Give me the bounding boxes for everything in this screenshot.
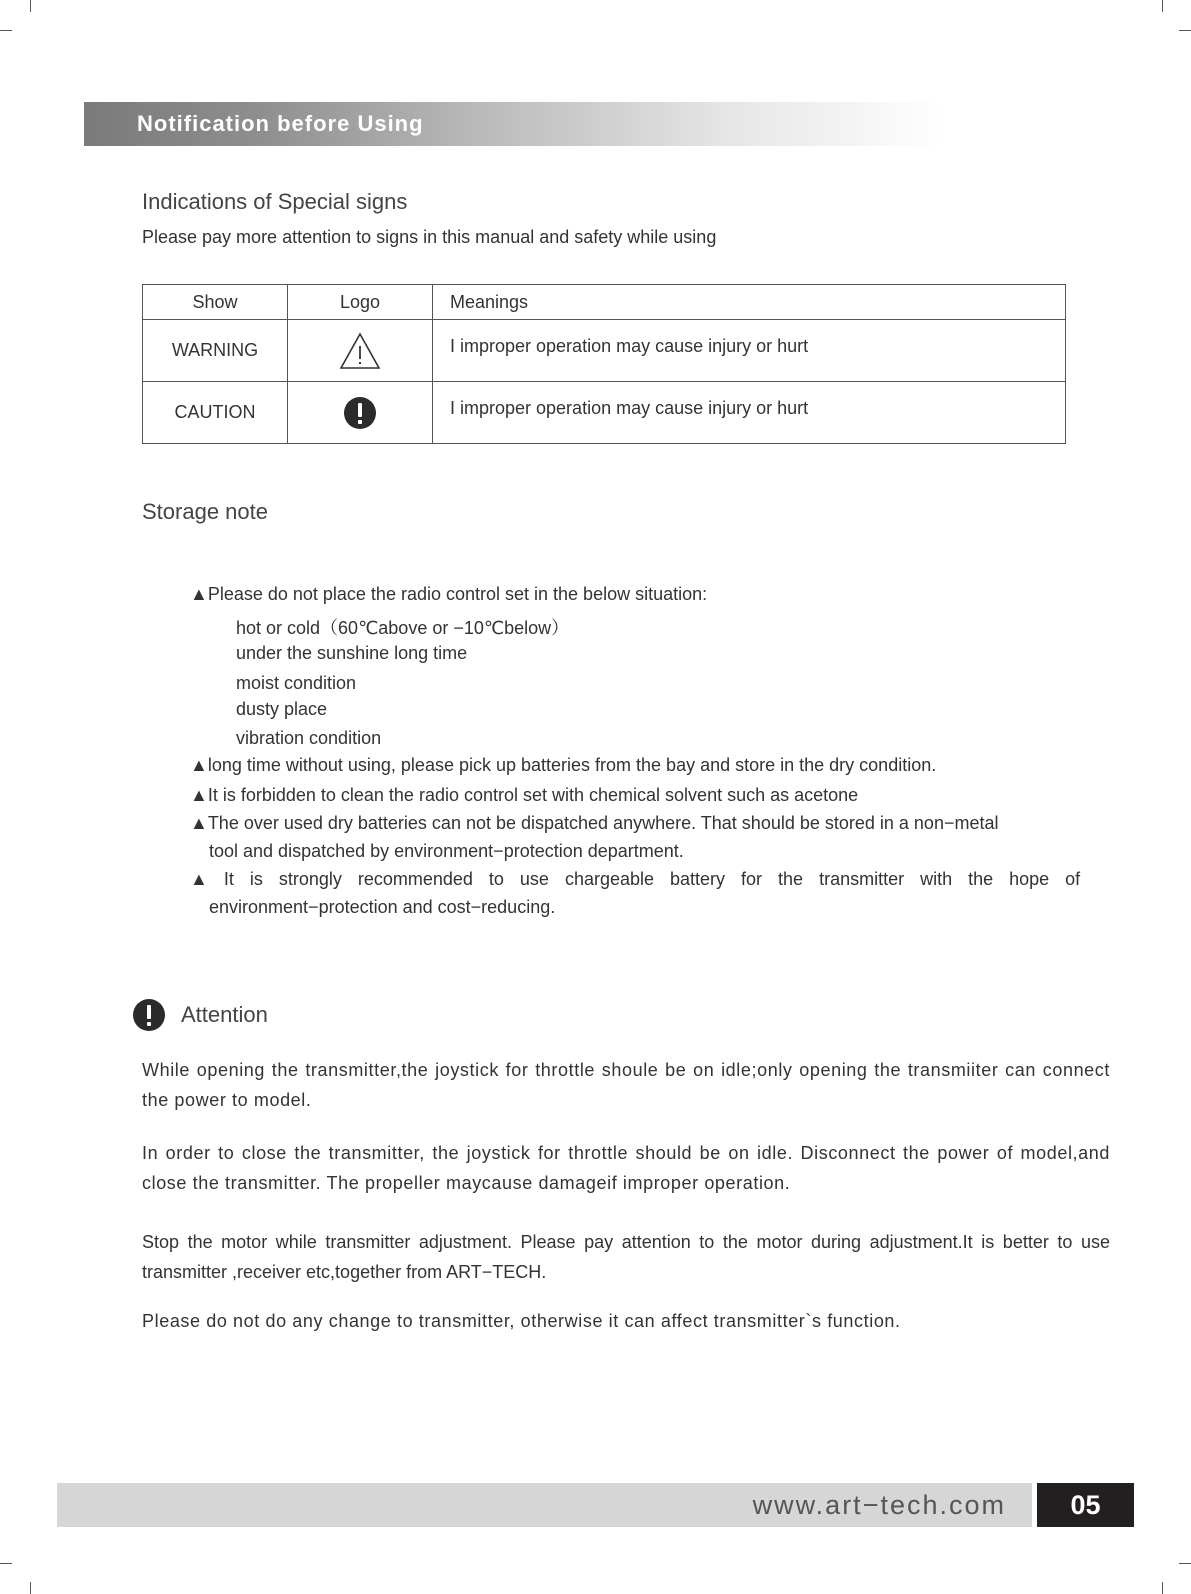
attention-paragraph: Please do not do any change to transmitter, otherwise it can affect transmitter`s function. (142, 1311, 901, 1331)
crop-mark (1162, 1582, 1163, 1594)
sign-logo-caution (288, 382, 433, 444)
special-signs-heading: Indications of Special signs (142, 189, 408, 214)
column-header-meanings: Meanings (433, 285, 1066, 320)
storage-bullet-continuation: tool and dispatched by environment−protection department. (209, 841, 684, 861)
table-header-row (143, 285, 1066, 320)
caution-exclamation-icon (343, 396, 377, 430)
special-signs-subtitle: Please pay more attention to signs in this manual and safety while using (142, 227, 717, 247)
footer-url: www.art−tech.com (752, 1490, 1006, 1520)
table-row-caution (143, 382, 1066, 444)
page-number: 05 (1037, 1483, 1134, 1527)
storage-bullet: ▲Please do not place the radio control set in the below situation: (190, 584, 708, 604)
storage-situation: dusty place (236, 699, 328, 719)
attention-paragraph: While opening the transmitter,the joystick for throttle shoule be on idle;only opening the transmiiter can connect the power to model. (142, 1060, 1110, 1110)
storage-bullet: ▲The over used dry batteries can not be dispatched anywhere. That should be stored in a non−metal (190, 813, 999, 833)
section-header-bar (84, 102, 944, 146)
table-row-warning (143, 320, 1066, 382)
storage-heading: Storage note (142, 499, 268, 524)
storage-bullet: ▲long time without using, please pick up batteries from the bay and store in the dry condition. (190, 755, 937, 775)
storage-situation: moist condition (236, 673, 357, 693)
attention-paragraph: Stop the motor while transmitter adjustment. Please pay attention to the motor during adjustment.It is better to use transmitter ,receiver etc,together from ART−TECH. (142, 1232, 1110, 1282)
crop-mark (0, 30, 12, 31)
storage-situation: under the sunshine long time (236, 643, 468, 663)
storage-situation: hot or cold（60℃above or −10℃below） (236, 618, 570, 638)
attention-exclamation-icon (132, 998, 166, 1032)
column-header-show: Show (143, 285, 288, 320)
storage-bullet: ▲It is forbidden to clean the radio control set with chemical solvent such as acetone (190, 785, 859, 805)
storage-situation: vibration condition (236, 728, 382, 748)
attention-paragraph: In order to close the transmitter, the joystick for throttle should be on idle. Disconnect the power of model,and close the transmitter. The propeller maycause damageif improper operation. (142, 1143, 1110, 1193)
signs-table (142, 284, 1066, 444)
crop-mark (1179, 30, 1191, 31)
column-header-logo: Logo (288, 285, 433, 320)
footer-bar (57, 1483, 1032, 1527)
sign-logo-warning (288, 320, 433, 382)
storage-bullet-continuation: environment−protection and cost−reducing. (209, 897, 556, 917)
sign-meaning-warning: I improper operation may cause injury or hurt (433, 320, 1066, 382)
attention-heading: Attention (181, 1002, 268, 1027)
crop-mark (0, 1563, 12, 1564)
storage-bullet: ▲ It is strongly recommended to use chargeable battery for the transmitter with the hope of (190, 869, 1081, 889)
sign-show-warning: WARNING (143, 320, 288, 382)
crop-mark (1162, 0, 1163, 12)
section-title: Notification before Using (137, 111, 424, 136)
crop-mark (30, 1582, 31, 1594)
sign-show-caution: CAUTION (143, 382, 288, 444)
crop-mark (30, 0, 31, 12)
warning-triangle-icon (339, 332, 381, 370)
sign-meaning-caution: I improper operation may cause injury or hurt (433, 382, 1066, 444)
crop-mark (1179, 1563, 1191, 1564)
